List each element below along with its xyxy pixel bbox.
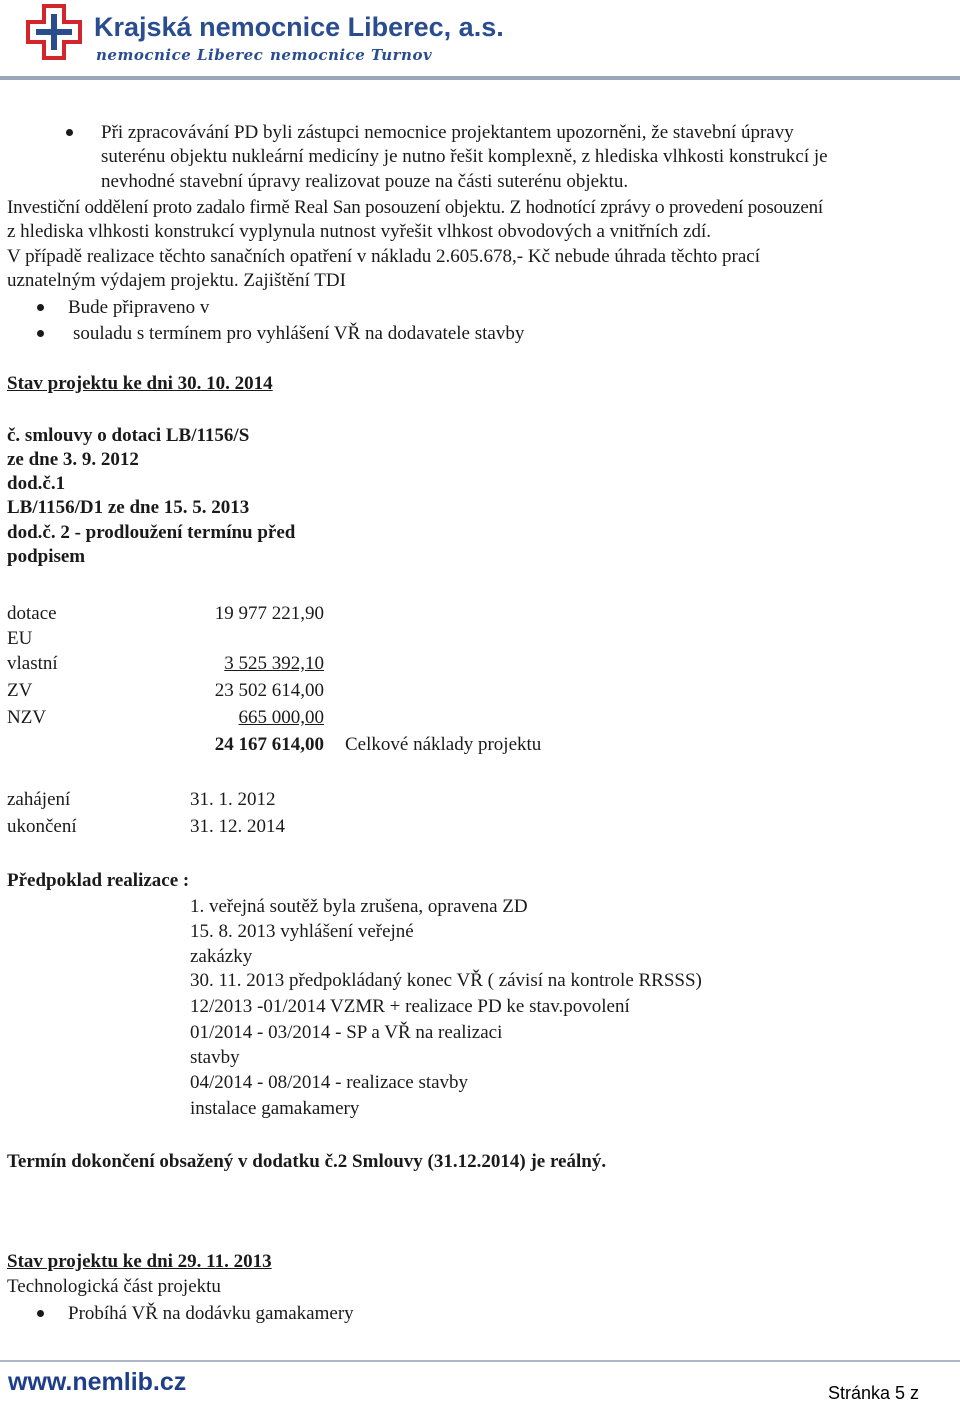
forecast-line: 12/2013 -01/2014 VZMR + realizace PD ke stav.povolení	[190, 996, 630, 1017]
section-subheading: Technologická část projektu	[7, 1276, 221, 1297]
forecast-line: 15. 8. 2013 vyhlášení veřejné	[190, 921, 414, 942]
contract-line: ze dne 3. 9. 2012	[7, 449, 139, 470]
finance-label: ZV	[7, 680, 33, 701]
intro-paragraph-line: V případě realizace těchto sanačních opatření v nákladu 2.605.678,- Kč nebude úhrada těchto prací	[7, 246, 760, 267]
finance-value: 23 502 614,00	[214, 680, 324, 701]
finance-value: 665 000,00	[238, 707, 324, 728]
status-2013-bullet: Probíhá VŘ na dodávku gamakamery	[68, 1303, 354, 1324]
date-label: ukončení	[7, 816, 77, 837]
footer-website-link[interactable]: www.nemlib.cz	[8, 1368, 187, 1396]
footer-divider	[0, 1360, 960, 1362]
finance-total-label: Celkové náklady projektu	[345, 734, 542, 755]
organization-sub-turnov: nemocnice Turnov	[270, 46, 433, 64]
header-divider	[0, 76, 960, 80]
footer-page-number: Stránka 5 z	[828, 1383, 920, 1403]
bullet-dot	[37, 1310, 44, 1317]
contract-line: č. smlouvy o dotaci LB/1156/S	[7, 425, 250, 446]
conclusion-text: Termín dokončení obsažený v dodatku č.2 Smlouvy (31.12.2014) je reálný.	[7, 1151, 607, 1172]
forecast-line: 01/2014 - 03/2014 - SP a VŘ na realizaci	[190, 1022, 503, 1043]
organization-sub-liberec: nemocnice Liberec	[96, 46, 264, 64]
forecast-line: 04/2014 - 08/2014 - realizace stavby	[190, 1072, 469, 1093]
section-heading-2014: Stav projektu ke dni 30. 10. 2014	[7, 373, 273, 394]
bullet-dot	[37, 330, 44, 337]
intro-bullet-line: suterénu objektu nukleární medicíny je nutno řešit komplexně, z hlediska vlhkosti konstrukcí je	[101, 146, 828, 167]
bullet-dot	[66, 129, 73, 136]
bullet-dot	[37, 304, 44, 311]
organization-name: Krajská nemocnice Liberec, a.s.	[94, 12, 504, 42]
forecast-heading: Předpoklad realizace :	[7, 870, 190, 891]
finance-total-value: 24 167 614,00	[214, 734, 324, 755]
forecast-line: zakázky	[190, 946, 253, 967]
contract-line: LB/1156/D1 ze dne 15. 5. 2013	[7, 497, 250, 518]
intro-bullet-line: nevhodné stavební úpravy realizovat pouze na části suterénu objektu.	[101, 171, 629, 192]
finance-label: dotace	[7, 603, 57, 624]
forecast-line: stavby	[190, 1047, 240, 1068]
date-value: 31. 1. 2012	[190, 789, 276, 810]
finance-label: vlastní	[7, 653, 58, 674]
contract-line: podpisem	[7, 546, 86, 567]
section-heading-2013: Stav projektu ke dni 29. 11. 2013	[7, 1251, 272, 1272]
finance-label: EU	[7, 628, 33, 649]
finance-label: NZV	[7, 707, 47, 728]
forecast-line: 1. veřejná soutěž byla zrušena, opravena ZD	[190, 896, 528, 917]
hospital-cross-logo-icon	[24, 2, 84, 62]
forecast-line: instalace gamakamery	[190, 1098, 360, 1119]
sub-bullet-item: Bude připraveno v	[68, 297, 210, 318]
intro-bullet-line: Při zpracovávání PD byli zástupci nemocnice projektantem upozorněni, že stavební úpravy	[101, 122, 794, 143]
contract-line: dod.č.1	[7, 473, 66, 494]
finance-value: 19 977 221,90	[214, 603, 324, 624]
contract-line: dod.č. 2 - prodloužení termínu před	[7, 522, 296, 543]
intro-paragraph-line: Investiční oddělení proto zadalo firmě Real San posouzení objektu. Z hodnotící zprávy o provedení posouzení	[7, 197, 823, 218]
forecast-line: 30. 11. 2013 předpokládaný konec VŘ ( závisí na kontrole RRSSS)	[190, 970, 702, 991]
date-label: zahájení	[7, 789, 71, 810]
intro-paragraph-line: z hlediska vlhkosti konstrukcí vyplynula nutnost vyřešit vlhkost obvodových a vnitřních zdí.	[7, 221, 711, 242]
finance-value: 3 525 392,10	[224, 653, 324, 674]
date-value: 31. 12. 2014	[190, 816, 285, 837]
sub-bullet-item: souladu s termínem pro vyhlášení VŘ na dodavatele stavby	[73, 323, 525, 344]
intro-paragraph-line: uznatelným výdajem projektu. Zajištění TDI	[7, 270, 346, 291]
